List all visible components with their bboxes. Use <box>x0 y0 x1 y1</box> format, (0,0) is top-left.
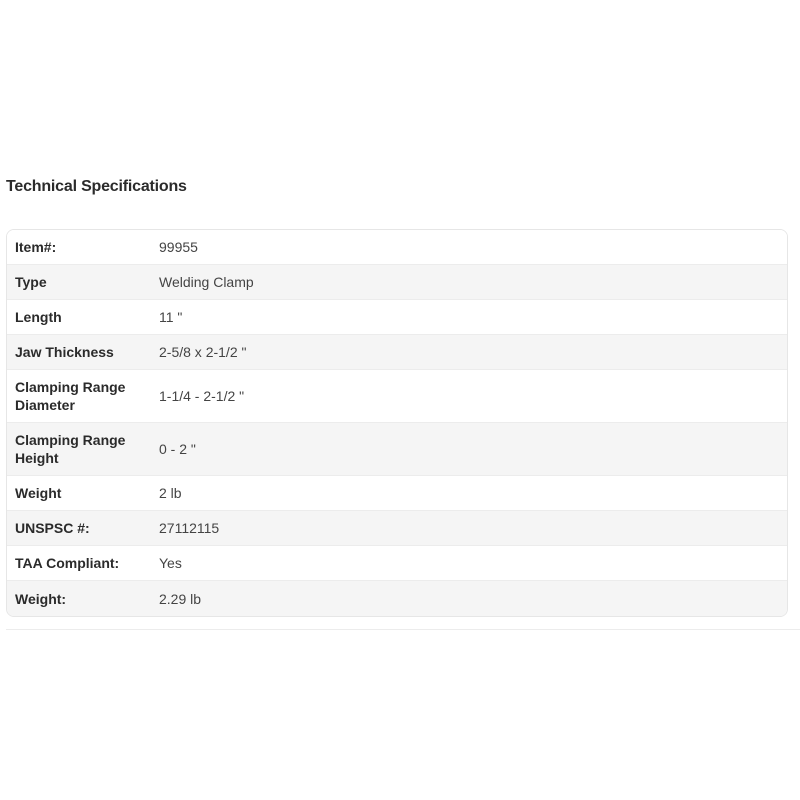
spec-row-taa-compliant <box>7 546 787 581</box>
spec-label: Length <box>15 309 62 325</box>
spec-label: Jaw Thickness <box>15 344 114 360</box>
spec-row-item-number <box>7 230 787 265</box>
section-title: Technical Specifications <box>6 178 187 195</box>
spec-value: 27112115 <box>159 520 220 536</box>
spec-row-unspsc <box>7 511 787 546</box>
spec-value: 1-1/4 - 2-1/2 " <box>159 388 245 404</box>
section-divider <box>6 629 800 630</box>
spec-row-length <box>7 300 787 335</box>
spec-row-shipping-weight <box>7 581 787 616</box>
spec-label: Weight: <box>15 590 67 607</box>
spec-row-clamping-range-height <box>7 423 787 476</box>
spec-row-clamping-range-diameter <box>7 370 787 423</box>
spec-value: 2-5/8 x 2-1/2 " <box>159 344 247 360</box>
spec-value: 99955 <box>159 239 198 255</box>
spec-label: Item#: <box>15 239 57 255</box>
spec-label: Type <box>15 274 47 290</box>
spec-row-type <box>7 265 787 300</box>
spec-value: Welding Clamp <box>159 274 254 290</box>
spec-label: Weight <box>15 485 62 501</box>
spec-value: 0 - 2 " <box>159 441 196 457</box>
spec-label: Clamping Range Height <box>15 432 126 466</box>
spec-label: TAA Compliant: <box>15 555 120 571</box>
spec-label: UNSPSC #: <box>15 520 90 536</box>
spec-value: 2 lb <box>159 485 182 501</box>
spec-row-weight <box>7 476 787 511</box>
specs-table <box>6 229 788 617</box>
spec-value: Yes <box>159 555 182 571</box>
technical-specifications-section <box>6 176 800 607</box>
spec-value: 11 " <box>159 309 183 325</box>
spec-value: 2.29 lb <box>159 590 202 607</box>
spec-row-jaw-thickness <box>7 335 787 370</box>
spec-label: Clamping Range Diameter <box>15 379 126 413</box>
